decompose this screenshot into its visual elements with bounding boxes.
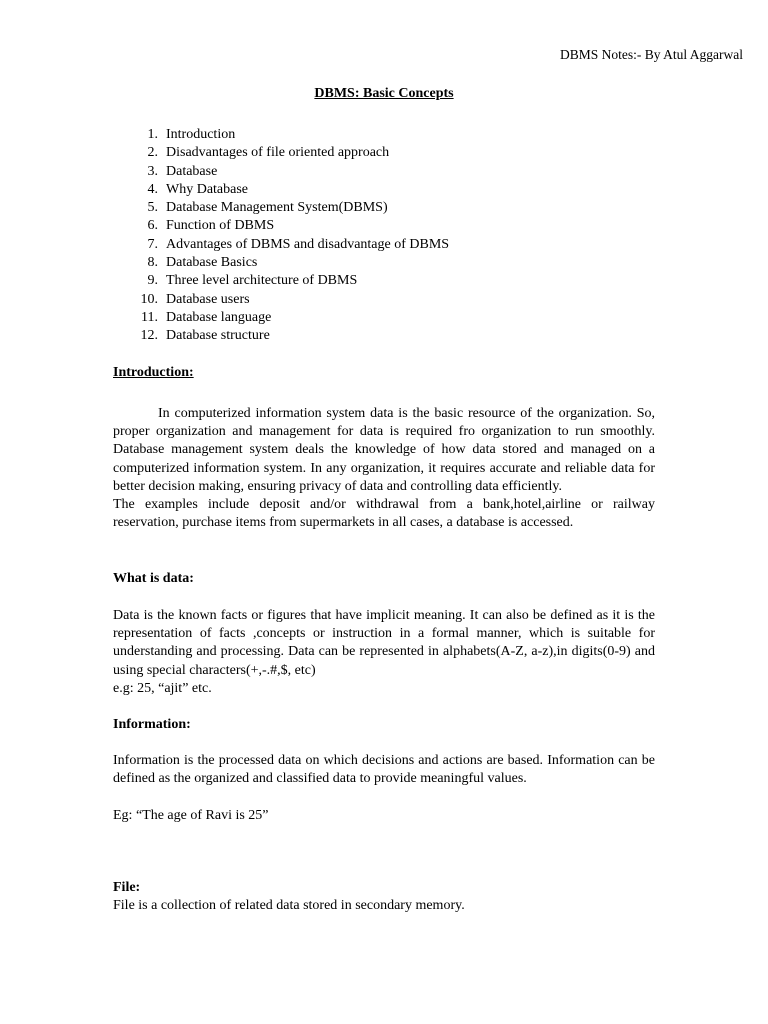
toc-item-number: 1. xyxy=(147,127,158,142)
toc-item-label: Why Database xyxy=(166,181,249,197)
toc-item-number: 11. xyxy=(141,309,158,325)
toc-item-number: 2. xyxy=(147,145,158,161)
toc-item xyxy=(113,327,449,345)
toc-item xyxy=(113,254,449,272)
toc-item-label: Function of DBMS xyxy=(166,218,275,234)
toc-item-label: Database Management System(DBMS) xyxy=(166,200,388,216)
toc-item xyxy=(113,291,449,309)
file-paragraph: File is a collection of related data stored in secondary memory. xyxy=(113,898,465,913)
information-body xyxy=(113,752,655,788)
what-is-data-body xyxy=(113,607,655,698)
information-paragraph: Information is the processed data on which decisions and actions are based. Information can be defined as the organized and classified data to provide meaningful values. xyxy=(113,753,655,787)
header-note: DBMS Notes:- By Atul Aggarwal xyxy=(559,47,743,62)
information-example: Eg: “The age of Ravi is 25” xyxy=(113,808,269,823)
toc-item-label: Disadvantages of file oriented approach xyxy=(166,145,390,161)
toc-item-number: 12. xyxy=(140,328,158,344)
introduction-body xyxy=(113,405,655,532)
toc-item-label: Database users xyxy=(166,291,250,307)
toc-item-number: 6. xyxy=(147,218,158,234)
toc-item-label: Database xyxy=(166,163,218,179)
toc-item-label: Introduction xyxy=(166,127,236,142)
toc-item xyxy=(113,217,449,235)
toc-item xyxy=(113,126,449,144)
document-title: DBMS: Basic Concepts xyxy=(314,86,454,101)
toc-item-number: 7. xyxy=(147,236,158,252)
toc-item-label: Database structure xyxy=(166,328,270,344)
toc-item xyxy=(113,144,449,162)
toc-item-label: Database language xyxy=(166,309,272,325)
toc-item-label: Database Basics xyxy=(166,255,258,271)
toc-item xyxy=(113,236,449,254)
toc-item xyxy=(113,272,449,290)
table-of-contents xyxy=(113,126,449,346)
toc-item-number: 10. xyxy=(140,291,158,307)
what-is-data-heading: What is data: xyxy=(113,571,194,586)
toc-item-number: 8. xyxy=(147,255,158,271)
toc-item-label: Three level architecture of DBMS xyxy=(166,273,358,289)
what-is-data-example: e.g: 25, “ajit” etc. xyxy=(113,680,212,696)
toc-item xyxy=(113,181,449,199)
toc-item-number: 4. xyxy=(147,181,158,197)
toc-item xyxy=(113,309,449,327)
introduction-paragraph-1: In computerized information system data is the basic resource of the organization. So, proper organization and management for data is required fro organization to run smoothly. Database management system deals the knowledge of how data stored and managed on a computerized information system. In any organization, it requires accurate and reliable data for better decision making, ensuring privacy of data and controlling data efficiently. xyxy=(113,406,655,494)
toc-item-number: 9. xyxy=(147,273,158,289)
introduction-heading: Introduction: xyxy=(113,365,194,380)
what-is-data-paragraph: Data is the known facts or figures that have implicit meaning. It can also be defined as it is the representation of facts ,concepts or instruction in a formal manner, which is suitable for understanding and processing. Data can be represented in alphabets(A-Z, a-z),in digits(0-9) and using special characters(+,-.#,$, etc) xyxy=(113,608,655,678)
toc-item-label: Advantages of DBMS and disadvantage of DBMS xyxy=(166,236,450,252)
introduction-paragraph-2: The examples include deposit and/or withdrawal from a bank,hotel,airline or railway reservation, purchase items from supermarkets in all cases, a database is accessed. xyxy=(113,497,655,531)
file-heading: File: xyxy=(113,880,141,895)
toc-item xyxy=(113,199,449,217)
toc-item-number: 5. xyxy=(147,200,158,216)
toc-item-number: 3. xyxy=(147,163,158,179)
information-heading: Information: xyxy=(113,717,191,732)
toc-item xyxy=(113,163,449,181)
